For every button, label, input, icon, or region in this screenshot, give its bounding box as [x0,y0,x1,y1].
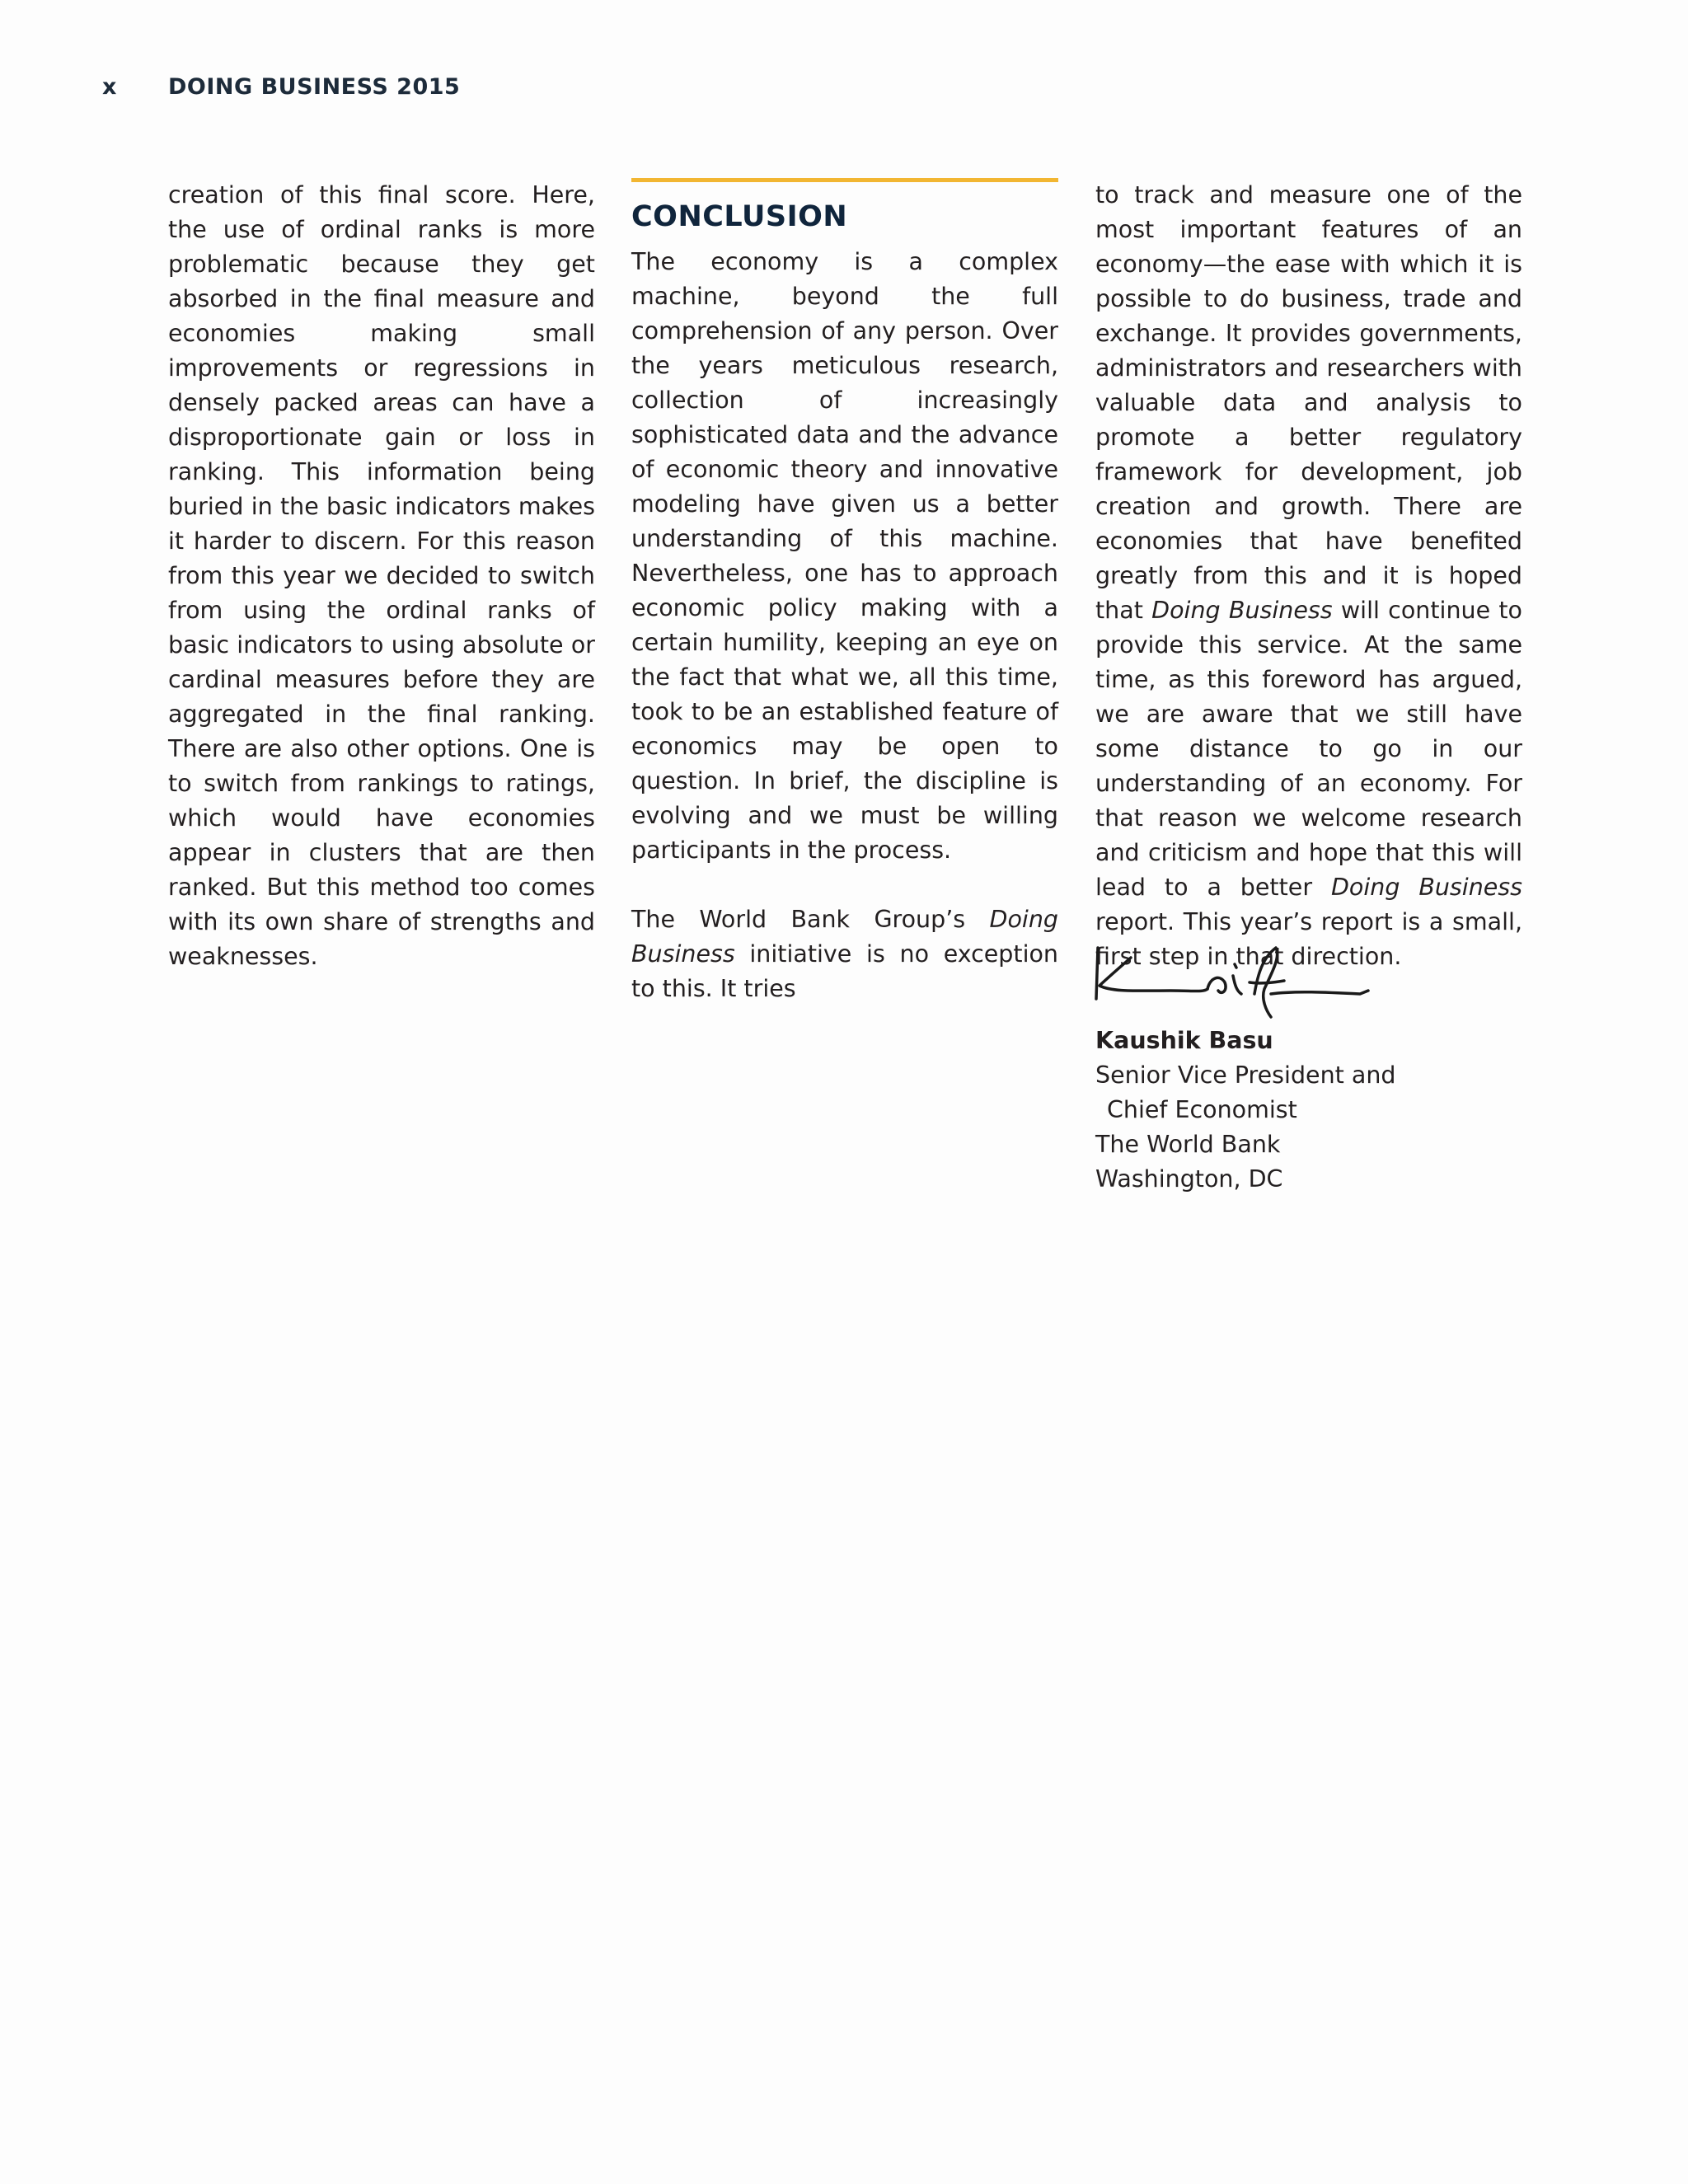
body-paragraph: The World Bank Group’s Doing Business initiative is no exception to this. It tries [631,906,1058,1002]
signature-image [1080,925,1381,1024]
body-paragraph: creation of this final score. Here, the use of ordinal ranks is more problematic because they get absorbed in the final measure and economies making small improvements or regressions in densely packed areas can have a disproportionate gain or loss in ranking. This information being buried in the basic indicators makes it harder to discern. For this reason from this year we decided to switch from using the ordinal ranks of basic indicators to using absolute or cardinal measures before they are aggregated in the final ranking. There are also other options. One is to switch from rankings to ratings, which would have economies appear in clusters that are then ranked. But this method too comes with its own share of strengths and weaknesses. [168,181,595,970]
section-rule [631,178,1058,182]
signatory-title-cont: Chief Economist [1107,1096,1297,1123]
body-paragraph: The economy is a complex machine, beyond the full comprehension of any person. Over the years meticulous research, collection of increasingly sophisticated data and the advance of economic theory and innovative modeling have given us a better understanding of this machine. Nevertheless, one has to approach economic policy making with a certain humility, keeping an eye on the fact that what we, all this time, took to be an established feature of economics may be open to question. In brief, the discipline is evolving and we must be willing participants in the process. [631,248,1058,864]
signatory-title: Senior Vice President and [1095,1062,1396,1089]
signatory-organization: The World Bank [1095,1131,1281,1158]
signatory-location: Washington, DC [1095,1165,1283,1193]
column-2 [631,178,1058,1006]
column-3 [1095,178,1522,974]
signoff-block [1095,1024,1396,1197]
section-heading: CONCLUSION [631,200,848,233]
running-title: DOING BUSINESS 2015 [168,74,461,100]
signatory-name: Kaushik Basu [1095,1027,1273,1054]
page-number: x [102,74,117,100]
body-paragraph: to track and measure one of the most important features of an economy—the ease with which it is possible to do business, trade and exchange. It provides governments, administrators and researchers with valuable data and analysis to promote a better regulatory framework for development, job creation and growth. There are economies that have benefited greatly from this and it is hoped that Doing Business will continue to provide this service. At the same time, as this foreword has argued, we are aware that we still have some distance to go in our understanding of an economy. For that reason we welcome research and criticism and hope that this will lead to a better Doing Business report. This year’s report is a small, first step in that direction. [1095,181,1522,970]
column-1 [168,178,595,974]
